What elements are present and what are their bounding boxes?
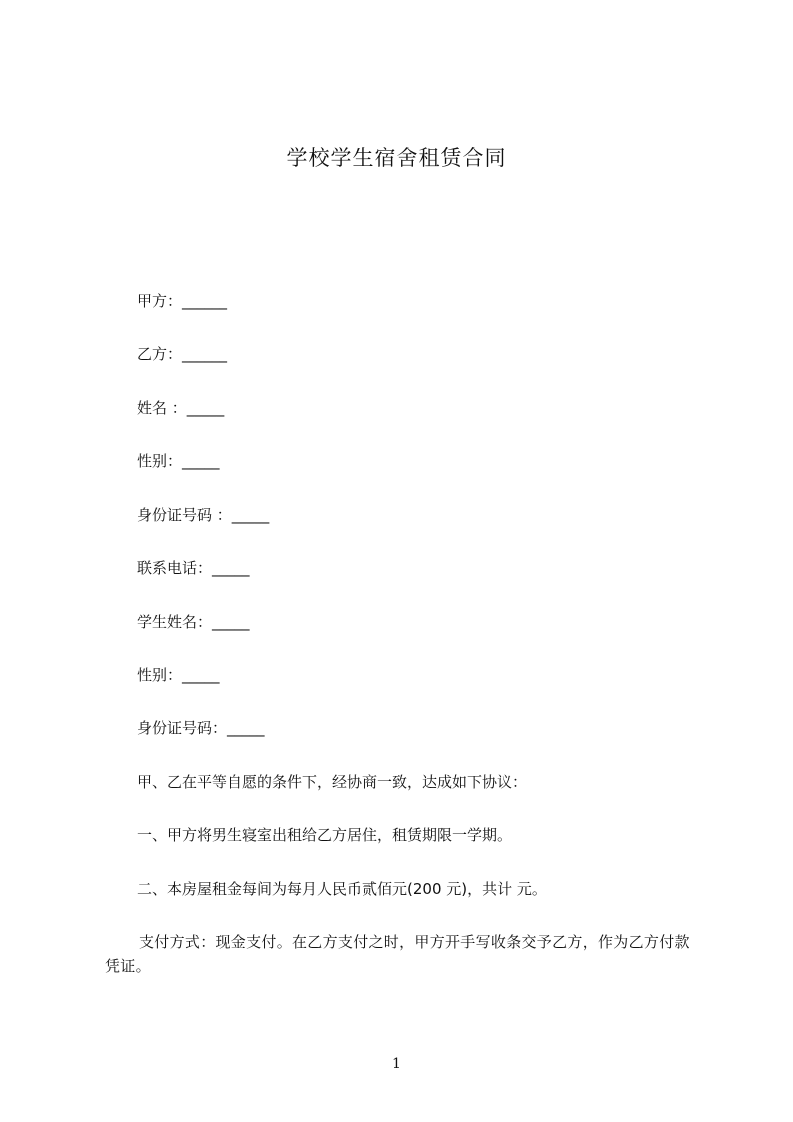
field-student-name: 学生姓名：_____	[137, 613, 250, 631]
field-name: 姓名 ：_____	[137, 399, 225, 417]
payment-paragraph: 支付方式：现金支付。在乙方支付之时，甲方开手写收条交予乙方，作为乙方付款凭证。	[105, 933, 690, 975]
field-party-b: 乙方：______	[137, 345, 228, 363]
field-student-id-number: 身份证号码：_____	[137, 719, 265, 737]
page-number: 1	[392, 1056, 401, 1072]
clause-one: 一、甲方将男生寝室出租给乙方居住，租赁期限一学期。	[137, 826, 513, 844]
clause-two: 二、本房屋租金每间为每月人民币贰佰元(200 元)，共计 元。	[137, 880, 547, 898]
field-student-gender: 性别：_____	[137, 666, 220, 684]
field-gender: 性别：_____	[137, 452, 220, 470]
field-party-a: 甲方：______	[137, 292, 228, 310]
clause-intro: 甲、乙在平等自愿的条件下，经协商一致，达成如下协议：	[137, 773, 528, 791]
field-id-number: 身份证号码 ：_____	[137, 506, 270, 524]
document-title: 学校学生宿舍租赁合同	[286, 146, 507, 170]
field-phone: 联系电话：_____	[137, 559, 250, 577]
